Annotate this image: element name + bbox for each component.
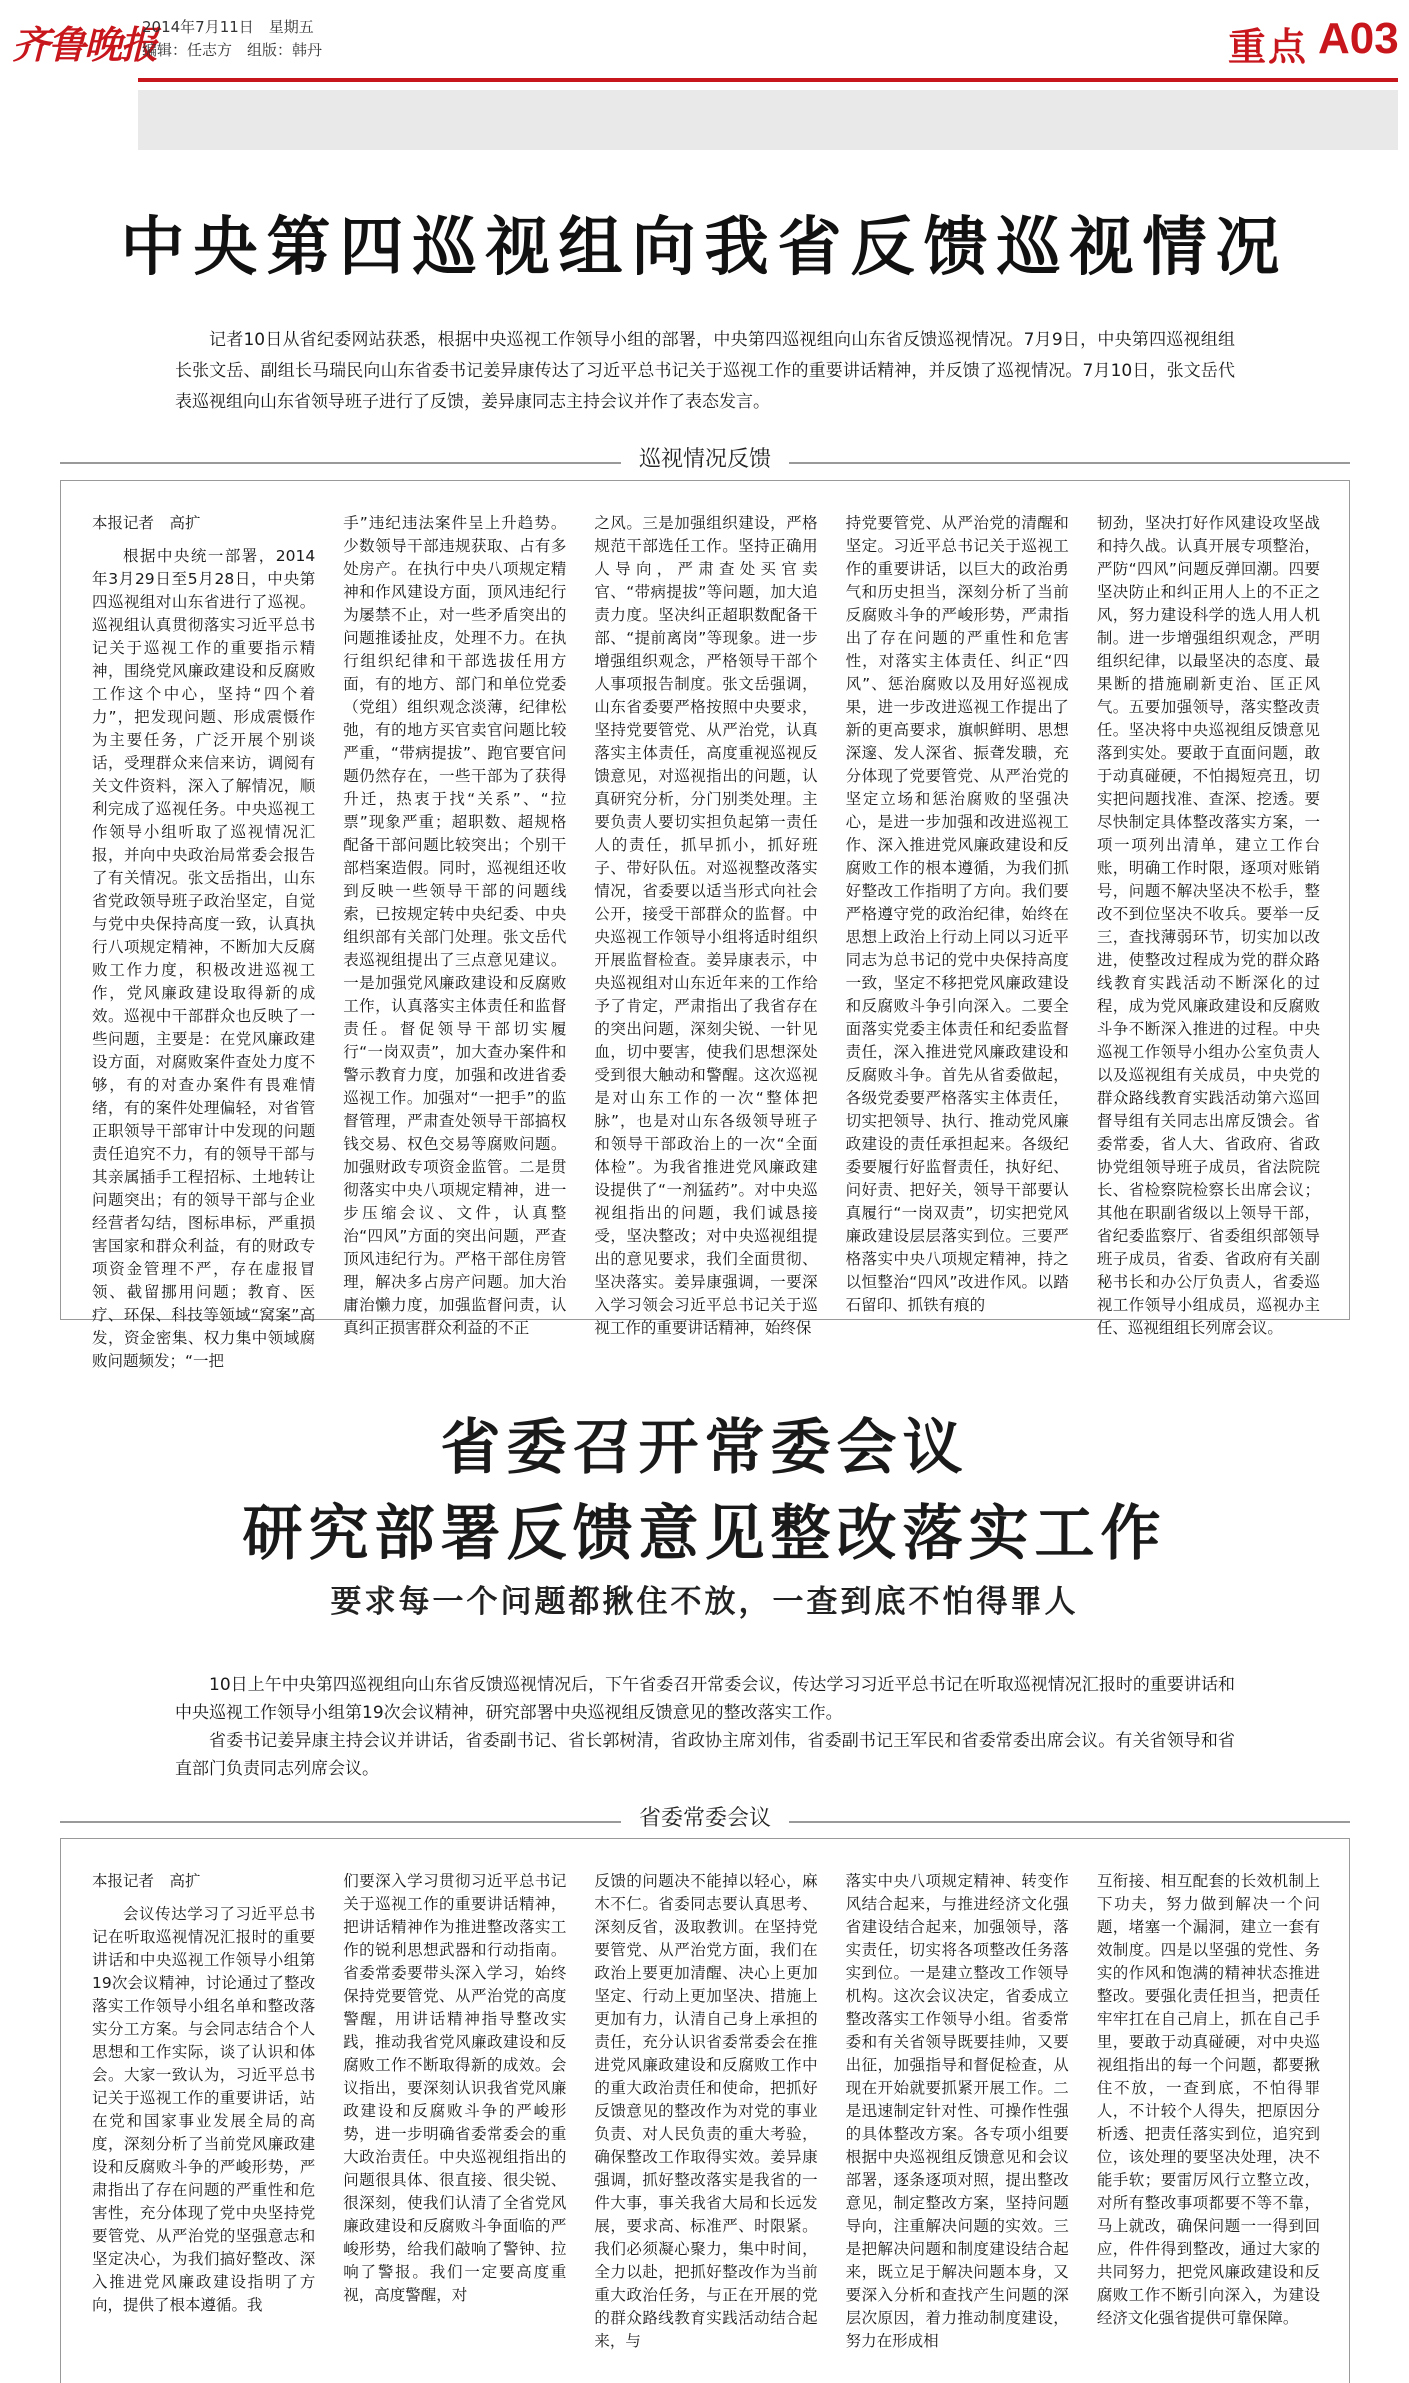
article1-column-1 <box>92 512 316 1370</box>
article1-col4-text: 持党要管党、从严治党的清醒和坚定。习近平总书记关于巡视工作的重要讲话，以巨大的政治勇气和历史担当，深刻分析了当前反腐败斗争的严峻形势，严肃指出了存在问题的严重性和危害性，对落实主体责任、纠正“四风”、惩治腐败以及用好巡视成果，进一步改进巡视工作提出了新的更高要求，旗帜鲜明、思想深邃、发人深省、振聋发聩，充分体现了党要管党、从严治党的坚定立场和惩治腐败的坚强决心，是进一步加强和改进巡视工作、深入推进党风廉政建设和反腐败工作的根本遵循，为我们抓好整改工作指明了方向。我们要严格遵守党的政治纪律，始终在思想上政治上行动上同以习近平同志为总书记的党中央保持高度一致，坚定不移把党风廉政建设和反腐败斗争引向深入。二要全面落实党委主体责任和纪委监督责任，深入推进党风廉政建设和反腐败斗争。首先从省委做起，各级党委要严格落实主体责任，切实把领导、执行、推动党风廉政建设的责任承担起来。各级纪委要履行好监督责任，执好纪、问好责、把好关，领导干部要认真履行“一岗双责”，切实把党风廉政建设层层落实到位。三要严格落实中央八项规定精神，持之以恒整治“四风”改进作风。以踏石留印、抓铁有痕的 <box>845 514 1069 1314</box>
article1-col5-text: 韧劲，坚决打好作风建设攻坚战和持久战。认真开展专项整治，严防“四风”问题反弹回潮。四要坚决防止和纠正用人上的不正之风，努力建设科学的选人用人机制。进一步增强组织观念，严明组织纪律，以最坚决的态度、最果断的措施刷新吏治、匡正风气。五要加强领导，落实整改责任。坚决将中央巡视组反馈意见落到实处。要敢于直面问题，敢于动真碰硬，不怕揭短亮丑，切实把问题找准、查深、挖透。要尽快制定具体整改落实方案，一项一项列出清单，建立工作台账，明确工作时限，逐项对账销号，问题不解决坚决不松手，整改不到位坚决不收兵。要举一反三，查找薄弱环节，切实加以改进，使整改过程成为党的群众路线教育实践活动不断深化的过程，成为党风廉政建设和反腐败斗争不断深入推进的过程。中央巡视工作领导小组办公室负责人以及巡视组有关成员，中央党的群众路线教育实践活动第六巡回督导组有关同志出席反馈会。省委常委，省人大、省政府、省政协党组领导班子成员，省法院院长、省检察院检察长出席会议；其他在职副省级以上领导干部，省纪委监察厅、省委组织部领导班子成员，省委、省政府有关副秘书长和办公厅负责人，省委巡视工作领导小组成员，巡视办主任、巡视组组长列席会议。 <box>1096 514 1321 1337</box>
article2-col5-text: 互衔接、相互配套的长效机制上下功夫，努力做到解决一个问题，堵塞一个漏洞，建立一套有效制度。四是以坚强的党性、务实的作风和饱满的精神状态推进整改。要强化责任担当，把责任牢牢扛在自己肩上，抓在自己手里，要敢于动真碰硬，对中央巡视组指出的每一个问题，都要揪住不放，一查到底，不怕得罪人，不计较个人得失，把原因分析透、把责任落实到位，追究到位，该处理的要坚决处理，决不能手软；要雷厉风行立整立改，对所有整改事项都要不等不靠，马上就改，确保问题一一得到回应，件件得到整改，通过大家的共同努力，把党风廉政建设和反腐败工作不断引向深入，为建设经济文化强省提供可靠保障。 <box>1096 1872 1321 2327</box>
article2-column-1 <box>92 1870 315 2375</box>
article1-subhead-label: 巡视情况反馈 <box>621 447 789 472</box>
newspaper-logo: 齐鲁晚报 <box>12 22 157 67</box>
article2-column-4 <box>846 1870 1069 2375</box>
article1-column-5 <box>1096 512 1321 1337</box>
article2-headline-line1: 省委召开常委会议 <box>440 1413 969 1483</box>
article2-lede-p2: 省委书记姜异康主持会议并讲话，省委副书记、省长郭树清，省政协主席刘伟，省委副书记王军民和省委常委出席会议。有关省领导和省直部门负责同志列席会议。 <box>175 1731 1235 1779</box>
article1-col2-text: 手”违纪违法案件呈上升趋势。少数领导干部违规获取、占有多处房产。在执行中央八项规定精神和作风建设方面，顶风违纪行为屡禁不止，对一些矛盾突出的问题推诿扯皮，处理不力。在执行组织纪律和干部选拔任用方面，有的地方、部门和单位党委（党组）组织观念淡薄，纪律松弛，有的地方买官卖官问题比较严重，“带病提拔”、跑官要官问题仍然存在，一些干部为了获得升迁，热衷于找“关系”、“拉票”现象严重；超职数、超规格配备干部问题比较突出；个别干部档案造假。同时，巡视组还收到反映一些领导干部的问题线索，已按规定转中央纪委、中央组织部有关部门处理。张文岳代表巡视组提出了三点意见建议。一是加强党风廉政建设和反腐败工作，认真落实主体责任和监督责任。督促领导干部切实履行“一岗双责”，加大查办案件和警示教育力度，加强和改进省委巡视工作。加强对“一把手”的监督管理，严肃查处领导干部搞权钱交易、权色交易等腐败问题。加强财政专项资金监管。二是贯彻落实中央八项规定精神，进一步压缩会议、文件，认真整治“四风”方面的突出问题，严查顶风违纪行为。严格干部住房管理，解决多占房产问题。加大治庸治懒力度，加强监督问责，认真纠正损害群众利益的不正 <box>343 514 567 1337</box>
article2-lede <box>175 1671 1235 1783</box>
article1-column-2 <box>343 512 567 1337</box>
article2-column-5 <box>1097 1870 1320 2375</box>
editor-credit: 编辑：任志方 组版：韩丹 <box>142 41 323 59</box>
article1-col3-text: 之风。三是加强组织建设，严格规范干部选任工作。坚持正确用人导向，严肃查处买官卖官、“带病提拔”等问题，加大追责力度。坚决纠正超职数配备干部、“提前离岗”等现象。进一步增强组织观念，严格领导干部个人事项报告制度。张文岳强调，山东省委要严格按照中央要求，坚持党要管党、从严治党，认真落实主体责任，高度重视巡视反馈意见，对巡视指出的问题，认真研究分析，分门别类处理。主要负责人要切实担负起第一责任人的责任，抓早抓小，抓好班子、带好队伍。对巡视整改落实情况，省委要以适当形式向社会公开，接受干部群众的监督。中央巡视工作领导小组将适时组织开展监督检查。姜异康表示，中央巡视组对山东近年来的工作给予了肯定，严肃指出了我省存在的突出问题，深刻尖锐、一针见血，切中要害，使我们思想深处受到很大触动和警醒。这次巡视是对山东工作的一次“整体把脉”，也是对山东各级领导班子和领导干部政治上的一次“全面体检”。为我省推进党风廉政建设提供了“一剂猛药”。对中央巡视组指出的问题，我们诚恳接受，坚决整改；对中央巡视组提出的意见要求，我们全面贯彻、坚决落实。姜异康强调，一要深入学习领会习近平总书记关于巡视工作的重要讲话精神，始终保 <box>594 514 818 1337</box>
section-label: 重点 <box>1228 25 1309 69</box>
article1-byline: 本报记者 高扩 <box>92 514 201 532</box>
article1-headline: 中央第四巡视组向我省反馈巡视情况 <box>120 211 1289 285</box>
article2-col4-text: 落实中央八项规定精神、转变作风结合起来，与推进经济文化强省建设结合起来，加强领导，落实责任，切实将各项整改任务落实到位。一是建立整改工作领导机构。这次会议决定，省委成立整改落实工作领导小组。省委常委和有关省领导既要挂帅，又要出征，加强指导和督促检查，从现在开始就要抓紧开展工作。二是迅速制定针对性、可操作性强的具体整改方案。各专项小组要根据中央巡视组反馈意见和会议部署，逐条逐项对照，提出整改意见，制定整改方案，坚持问题导向，注重解决问题的实效。三是把解决问题和制度建设结合起来，既立足于解决问题本身，又要深入分析和查找产生问题的深层次原因，着力推动制度建设，努力在形成相 <box>845 1872 1069 2350</box>
article2-byline: 本报记者 高扩 <box>92 1872 201 1890</box>
page-number: A03 <box>1318 14 1399 63</box>
article2-lede-p1: 10日上午中央第四巡视组向山东省反馈巡视情况后，下午省委召开常委会议，传达学习习近平总书记在听取巡视情况汇报时的重要讲话和中央巡视工作领导小组第19次会议精神，研究部署中央巡视组反馈意见的整改落实工作。 <box>175 1675 1235 1723</box>
article2-column-3 <box>594 1870 817 2375</box>
article2-column-2 <box>343 1870 566 2375</box>
masthead <box>0 0 1409 75</box>
article2-subhead <box>60 1801 1350 1832</box>
article2-col3-text: 反馈的问题决不能掉以轻心，麻木不仁。省委同志要认真思考、深刻反省，汲取教训。在坚持党要管党、从严治党方面，我们在政治上要更加清醒、决心上更加坚定、行动上更加坚决、措施上更加有力，认清自己身上承担的责任，充分认识省委常委会在推进党风廉政建设和反腐败工作中的重大政治责任和使命，把抓好反馈意见的整改作为对党的事业负责、对人民负责的重大考验，确保整改工作取得实效。姜异康强调，抓好整改落实是我省的一件大事，事关我省大局和长远发展，要求高、标准严、时限紧。我们必须凝心聚力，集中时间，全力以赴，把抓好整改作为当前重大政治任务，与正在开展的党的群众路线教育实践活动结合起来，与 <box>594 1872 818 2350</box>
article1-column-3 <box>594 512 818 1337</box>
article1-body <box>92 512 1321 1370</box>
article2-subhead-label: 省委常委会议 <box>621 1806 789 1831</box>
article2-body <box>92 1870 1320 2375</box>
masthead-rule <box>138 78 1398 82</box>
article2-headline-line2: 研究部署反馈意见整改落实工作 <box>242 1499 1167 1569</box>
article2-col1-text: 会议传达学习了习近平总书记在听取巡视情况汇报时的重要讲话和中央巡视工作领导小组第19次会议精神，讨论通过了整改落实工作领导小组名单和整改落实分工方案。与会同志结合个人思想和工作实际，谈了认识和体会。大家一致认为，习近平总书记关于巡视工作的重要讲话，站在党和国家事业发展全局的高度，深刻分析了当前党风廉政建设和反腐败斗争的严峻形势，严肃指出了存在问题的严重性和危害性，充分体现了党中央坚持党要管党、从严治党的坚强意志和坚定决心，为我们搞好整改、深入推进党风廉政建设指明了方向，提供了根本遵循。我 <box>92 1905 316 2314</box>
article2-subtitle: 要求每一个问题都揪住不放，一查到底不怕得罪人 <box>330 1584 1079 1620</box>
article1-column-4 <box>845 512 1069 1314</box>
article1-lede: 记者10日从省纪委网站获悉，根据中央巡视工作领导小组的部署，中央第四巡视组向山东省反馈巡视情况。7月9日，中央第四巡视组组长张文岳、副组长马瑞民向山东省委书记姜异康传达了习近平总书记关于巡视工作的重要讲话精神，并反馈了巡视情况。7月10日，张文岳代表巡视组向山东省领导班子进行了反馈，姜异康同志主持会议并作了表态发言。 <box>175 330 1235 412</box>
issue-date: 2014年7月11日 星期五 <box>142 18 314 36</box>
article1-col1-text: 根据中央统一部署，2014年3月29日至5月28日，中央第四巡视组对山东省进行了巡视。巡视组认真贯彻落实习近平总书记关于巡视工作的重要指示精神，围绕党风廉政建设和反腐败工作这个中心，坚持“四个着力”，把发现问题、形成震慑作为主要任务，广泛开展个别谈话，受理群众来信来访，调阅有关文件资料，深入了解情况，顺利完成了巡视任务。中央巡视工作领导小组听取了巡视情况汇报，并向中央政治局常委会报告了有关情况。张文岳指出，山东省党政领导班子政治坚定，自觉与党中央保持高度一致，认真执行八项规定精神，不断加大反腐败工作力度，积极改进巡视工作，党风廉政建设取得新的成效。巡视中干部群众也反映了一些问题，主要是：在党风廉政建设方面，对腐败案件查处力度不够，有的对查办案件有畏难情绪，有的案件处理偏轻，对省管正职领导干部审计中发现的问题责任追究不力，有的领导干部与其亲属插手工程招标、土地转让问题突出；有的领导干部与企业经营者勾结，图标串标，严重损害国家和群众利益，有的财政专项资金管理不严，存在虚报冒领、截留挪用问题；教育、医疗、环保、科技等领域“窝案”高发，资金密集、权力集中领域腐败问题频发；“一把 <box>92 547 316 1370</box>
article1-subhead <box>60 442 1350 473</box>
article2-col2-text: 们要深入学习贯彻习近平总书记关于巡视工作的重要讲话精神，把讲话精神作为推进整改落实工作的锐利思想武器和行动指南。省委常委要带头深入学习，始终保持党要管党、从严治党的高度警醒，用讲话精神指导整改实践，推动我省党风廉政建设和反腐败工作不断取得新的成效。会议指出，要深刻认识我省党风廉政建设和反腐败斗争的严峻形势，进一步明确省委常委会的重大政治责任。中央巡视组指出的问题很具体、很直接、很尖锐、很深刻，使我们认清了全省党风廉政建设和反腐败斗争面临的严峻形势，给我们敲响了警钟、拉响了警报。我们一定要高度重视，高度警醒，对 <box>343 1872 567 2304</box>
masthead-banner-band <box>138 90 1398 150</box>
